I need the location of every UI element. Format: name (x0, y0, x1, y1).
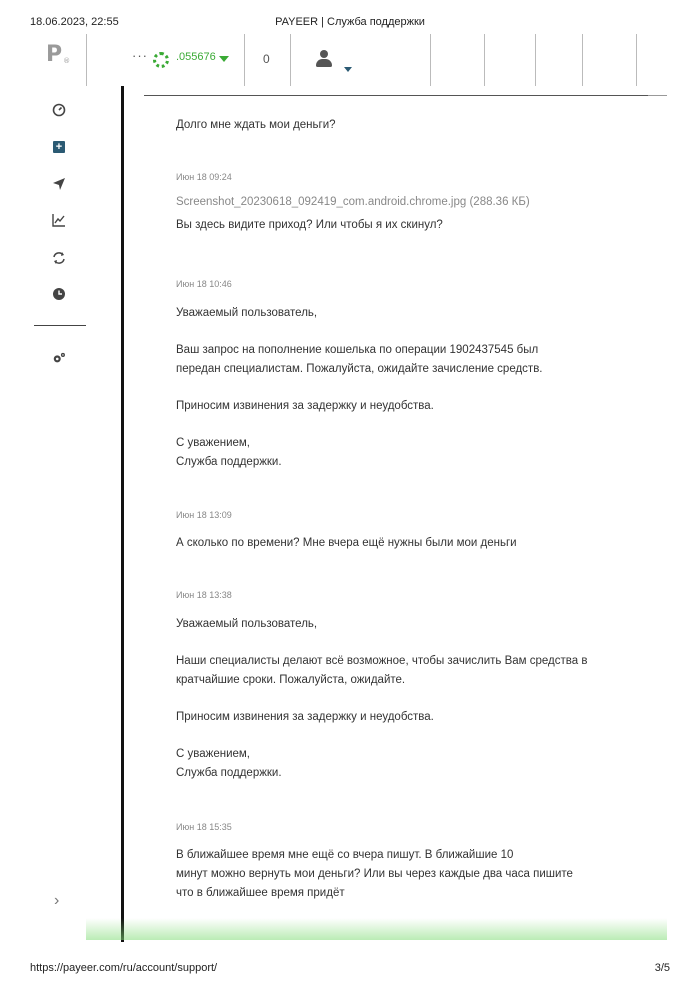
message (176, 822, 646, 903)
add-funds-icon[interactable]: + (53, 141, 65, 153)
message (176, 590, 646, 783)
message-time: Июн 18 13:38 (176, 590, 232, 600)
history-icon[interactable] (52, 287, 66, 301)
message (176, 116, 646, 135)
message-text: В ближайшее время мне ещё со вчера пишут. В ближайшие 10 минут можно вернуть мои деньги? Или вы через каждые два часа пишите что в ближайшее время придёт (176, 849, 573, 899)
divider (484, 34, 485, 86)
divider (86, 34, 87, 86)
loading-icon (153, 52, 169, 68)
notification-count[interactable]: 0 (263, 52, 270, 66)
message-time: Июн 18 10:46 (176, 279, 232, 289)
divider (290, 34, 291, 86)
settings-icon[interactable] (52, 351, 66, 365)
message-time: Июн 18 13:09 (176, 510, 232, 520)
print-title: PAYEER | Служба поддержки (275, 16, 425, 28)
print-header (30, 16, 670, 30)
page-divider (121, 86, 124, 942)
exchange-icon[interactable] (52, 251, 66, 265)
sidebar-divider (34, 325, 86, 326)
message (176, 510, 646, 553)
divider (582, 34, 583, 86)
message (176, 172, 646, 235)
content-top-border (648, 95, 667, 96)
dashboard-icon[interactable] (52, 103, 66, 117)
print-url: https://payeer.com/ru/account/support/ (30, 962, 218, 974)
attachment-link[interactable]: Screenshot_20230618_092419_com.android.chrome.jpg (288.36 КБ) (176, 196, 530, 208)
payeer-logo[interactable]: P® (46, 42, 71, 67)
divider (535, 34, 536, 86)
message-text: Уважаемый пользователь, Наши специалисты делают всё возможное, чтобы зачислить Вам средства в кратчайшие сроки. Пожалуйста, ожидайте. Приносим извинения за задержку и неудобства. С уважением, Служба поддержки. (176, 618, 588, 779)
message-text: А сколько по времени? Мне вчера ещё нужны были мои деньги (176, 537, 517, 549)
print-date: 18.06.2023, 22:55 (30, 16, 119, 28)
message-time: Июн 18 15:35 (176, 822, 232, 832)
chart-icon[interactable] (52, 213, 66, 227)
balance-value[interactable]: .055676 (176, 51, 216, 63)
message (176, 279, 646, 472)
divider (430, 34, 431, 86)
expand-sidebar-icon[interactable]: › (54, 892, 60, 909)
sidebar (34, 86, 86, 946)
top-bar (34, 34, 667, 86)
print-page-number: 3/5 (654, 962, 670, 974)
user-icon[interactable] (315, 50, 333, 70)
content-top-border (144, 95, 667, 96)
divider (636, 34, 637, 86)
more-dots-icon[interactable]: ··· (132, 48, 148, 63)
chevron-down-icon[interactable] (344, 67, 352, 72)
message-time: Июн 18 09:24 (176, 172, 232, 182)
chevron-down-icon[interactable] (219, 56, 229, 62)
message-text: Долго мне ждать мои деньги? (176, 119, 336, 131)
divider (244, 34, 245, 86)
message-text: Вы здесь видите приход? Или чтобы я их скинул? (176, 219, 443, 231)
send-icon[interactable] (52, 177, 66, 191)
message-text: Уважаемый пользователь, Ваш запрос на пополнение кошелька по операции 1902437545 был передан специалистам. Пожалуйста, ожидайте зачисление средств. Приносим извинения за задержку и неудобства. С уважением, Служба поддержки. (176, 307, 543, 468)
bottom-fade (86, 918, 667, 940)
